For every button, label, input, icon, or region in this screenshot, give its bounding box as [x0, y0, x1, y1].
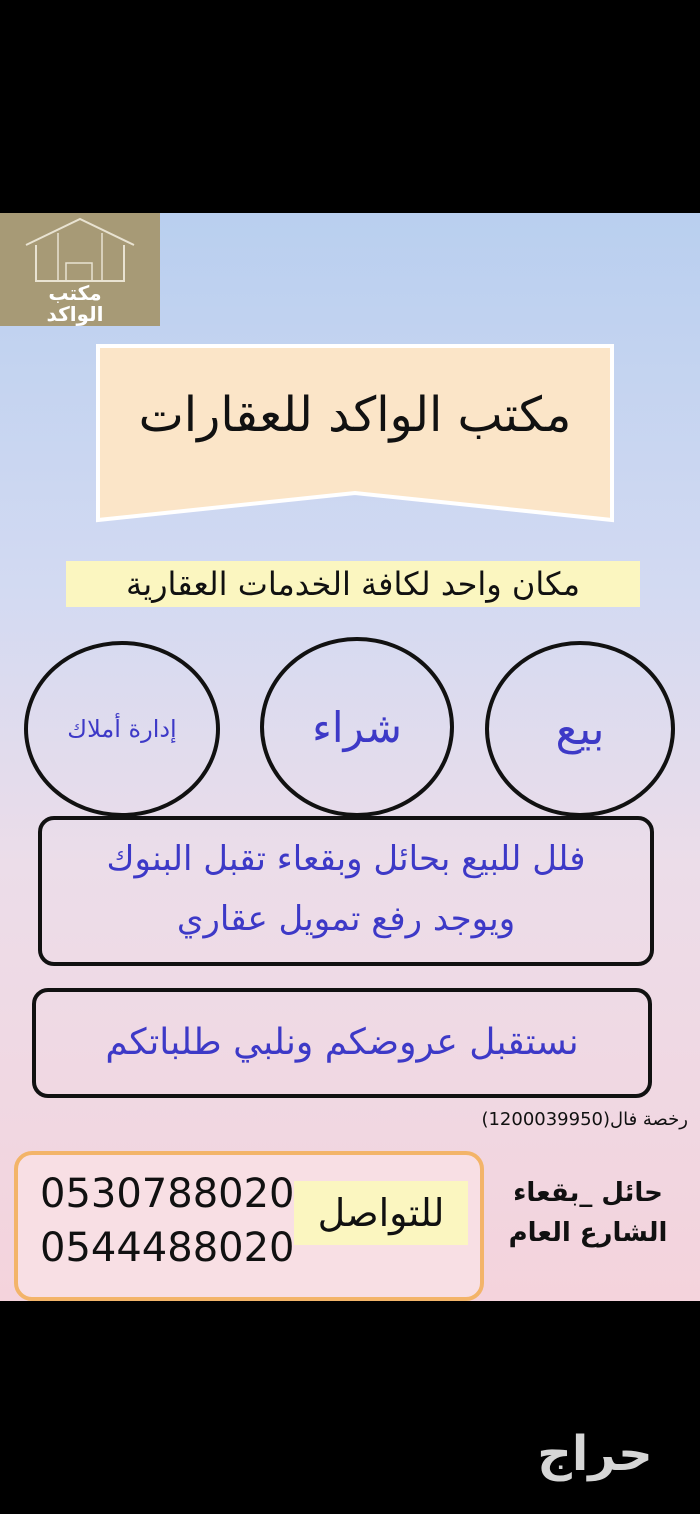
- offer-line-1: فلل للبيع بحائل وبقعاء تقبل البنوك: [106, 839, 586, 879]
- title-banner: [95, 343, 615, 523]
- site-watermark: حراج: [537, 1426, 653, 1482]
- license-number: رخصة فال(1200039950): [481, 1109, 688, 1130]
- address: [490, 1173, 686, 1253]
- offer-box: [38, 816, 654, 966]
- phone-number-1[interactable]: 0530788020: [40, 1171, 295, 1217]
- offer-line-2: ويوجد رفع تمويل عقاري: [176, 899, 516, 939]
- office-title: مكتب الواكد للعقارات: [138, 387, 572, 443]
- logo-text: مكتب الواكد: [46, 281, 104, 326]
- tagline: مكان واحد لكافة الخدمات العقارية: [66, 561, 640, 607]
- service-sell: بيع: [485, 641, 675, 817]
- request-box: نستقبل عروضكم ونلبي طلباتكم: [32, 988, 652, 1098]
- house-icon: [22, 215, 138, 285]
- contact-label: للتواصل: [294, 1181, 468, 1245]
- phone-number-2[interactable]: 0544488020: [40, 1225, 295, 1271]
- office-logo: [0, 213, 160, 326]
- address-line-1: حائل _بقعاء: [513, 1178, 663, 1208]
- service-property-management: إدارة أملاك: [24, 641, 220, 817]
- address-line-2: الشارع العام: [508, 1218, 668, 1248]
- service-buy: شراء: [260, 637, 454, 817]
- ad-poster: [0, 213, 700, 1301]
